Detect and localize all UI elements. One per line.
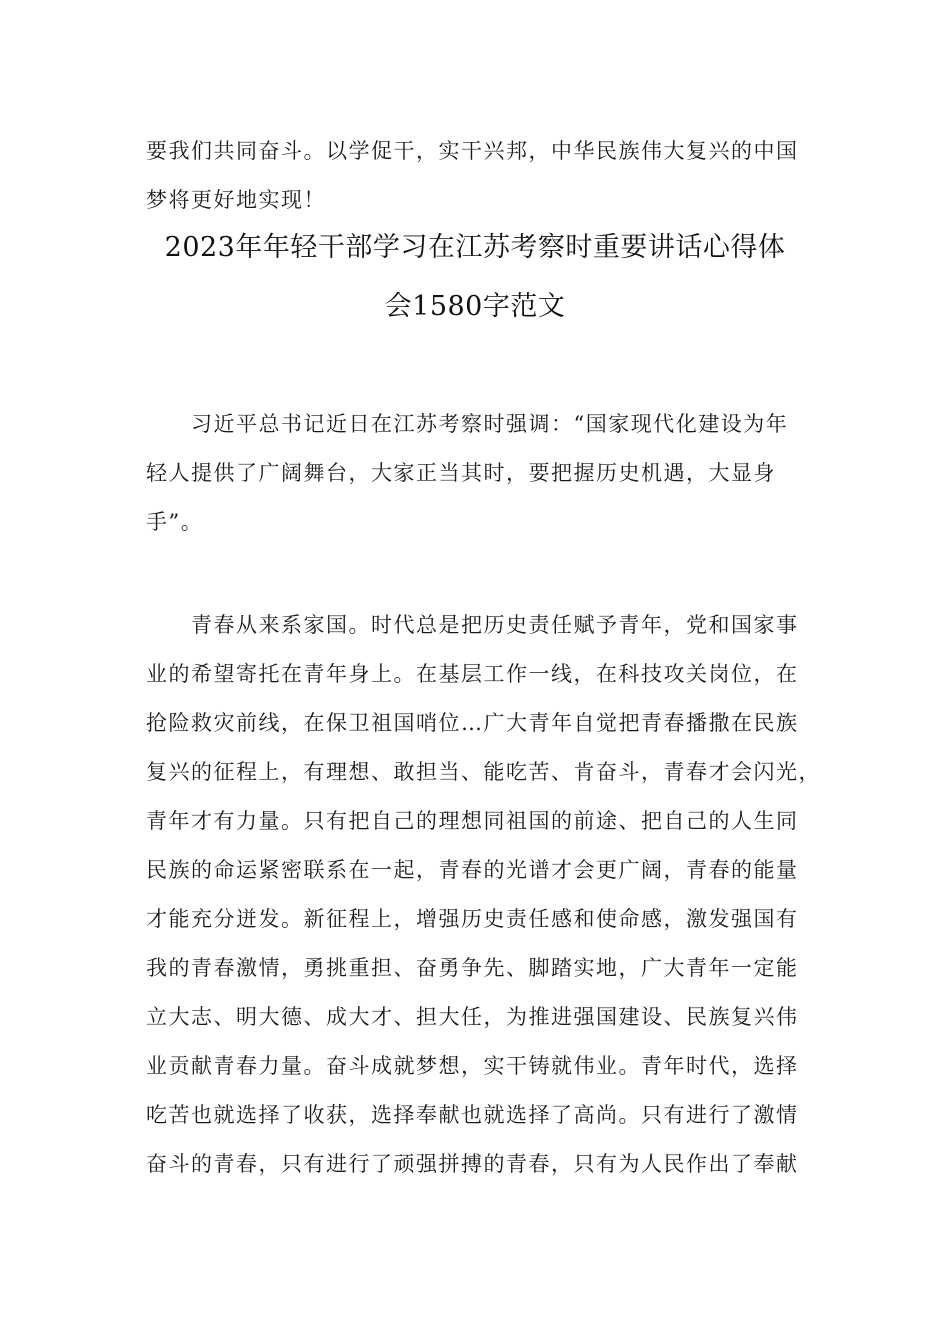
intro-line: 梦将更好地实现！ [146, 188, 326, 212]
paragraph-line: 吃苦也就选择了收获，选择奉献也就选择了高尚。只有进行了激情 [146, 1103, 799, 1127]
paragraph-line: 奋斗的青春，只有进行了顽强拼搏的青春，只有为人民作出了奉献 [146, 1152, 799, 1176]
paragraph-line: 抢险救灾前线，在保卫祖国哨位…广大青年自觉把青春播撒在民族 [146, 711, 799, 735]
paragraph-line: 才能充分迸发。新征程上，增强历史责任感和使命感，激发强国有 [146, 907, 799, 931]
document-title [100, 218, 850, 336]
paragraph-line: 轻人提供了广阔舞台，大家正当其时，要把握历史机遇，大显身 [146, 461, 776, 485]
intro-paragraph [146, 127, 806, 225]
title-line: 2023年年轻干部学习在江苏考察时重要讲话心得体 [164, 232, 786, 263]
paragraph-line: 立大志、明大德、成大才、担大任，为推进强国建设、民族复兴伟 [146, 1005, 799, 1029]
paragraph-line: 业贡献青春力量。奋斗成就梦想，实干铸就伟业。青年时代，选择 [146, 1054, 799, 1078]
paragraph-line: 青春从来系家国。时代总是把历史责任赋予青年，党和国家事 [146, 613, 799, 637]
paragraph-line: 业的希望寄托在青年身上。在基层工作一线，在科技攻关岗位，在 [146, 662, 799, 686]
paragraph-quote [146, 400, 806, 547]
title-line: 会1580字范文 [384, 291, 566, 322]
paragraph-line: 青年才有力量。只有把自己的理想同祖国的前途、把自己的人生同 [146, 809, 799, 833]
paragraph-line: 民族的命运紧密联系在一起，青春的光谱才会更广阔，青春的能量 [146, 858, 799, 882]
paragraph-line: 手”。 [146, 510, 204, 534]
intro-line: 要我们共同奋斗。以学促干，实干兴邦，中华民族伟大复兴的中国 [146, 139, 799, 163]
paragraph-line: 我的青春激情，勇挑重担、奋勇争先、脚踏实地，广大青年一定能 [146, 956, 799, 980]
paragraph-line: 复兴的征程上，有理想、敢担当、能吃苦、肯奋斗，青春才会闪光， [146, 760, 821, 784]
paragraph-line: 习近平总书记近日在江苏考察时强调：“国家现代化建设为年 [146, 412, 789, 436]
paragraph-youth [146, 601, 821, 1189]
